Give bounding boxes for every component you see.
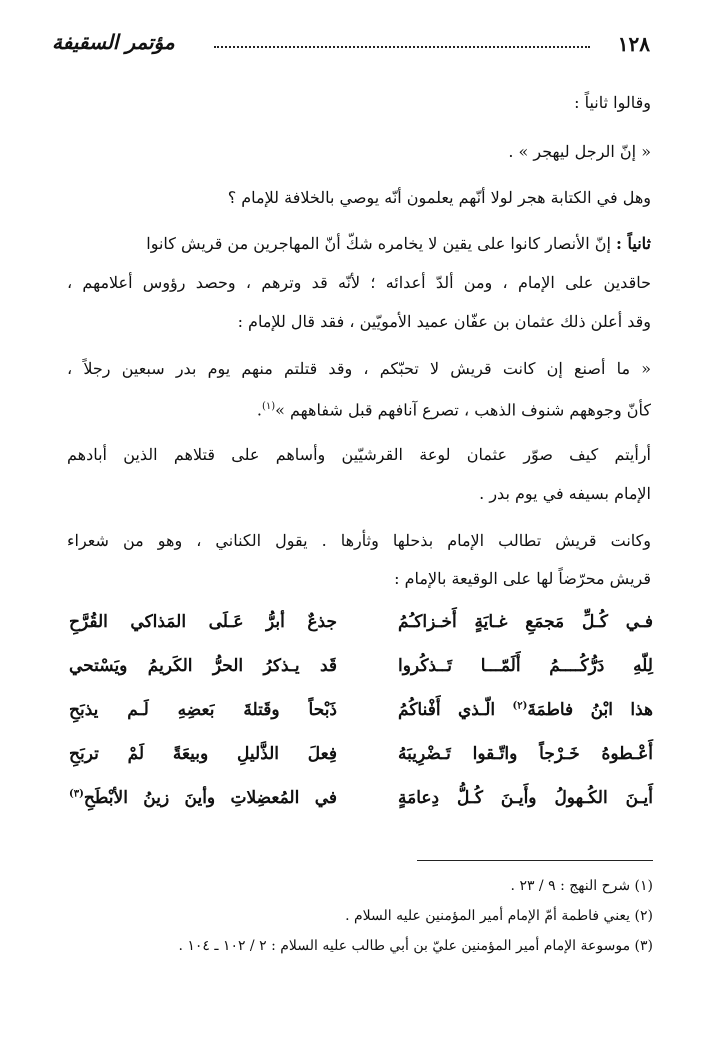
verse [69, 612, 653, 652]
paragraph-line: وقد أعلن ذلك عثمان بن عفّان عميد الأمويّين ، فقد قال للإمام : [237, 312, 651, 331]
paragraph-text: إنّ الأنصار كانوا على يقين لا يخامره شكّ أنّ المهاجرين من قريش كانوا [146, 234, 611, 253]
paragraph-line: أرأيتم كيف صوّر عثمان لوعة القرشيّين وأساهم على قتلاهم الذين أبادهم [67, 445, 652, 464]
page-header [52, 30, 652, 64]
hemistich-start: هذا ابْنُ فاطمَةَ [527, 700, 653, 720]
quote-line [257, 396, 651, 421]
paragraph-line: قريش محرّضاً لها على الوقيعة بالإمام : [394, 569, 651, 588]
hemistich-text: في المُعضِلاتِ وأينَ زينُ الأبْطَحِ [83, 788, 337, 808]
quote-text: كأنّ وجوههم شنوف الذهب ، تصرع آنافهم قبل شفاههم » [275, 400, 651, 420]
quote-end: . [256, 400, 262, 420]
footnote [345, 908, 653, 924]
paragraph-line [146, 233, 651, 255]
quote-line: « ما أصنع إن كانت قريش لا تحبّكم ، وقد قتلتم منهم يوم بدر سبعين رجلاً ، [67, 359, 651, 378]
second-hemistich: قَد يـذكرُ الحرُّ الكَريمُ ويَسْتحي [69, 656, 337, 676]
verse [69, 788, 653, 828]
verse [69, 656, 653, 696]
footnote-text: شرح النهج : ٩ / ٢٣ . [510, 878, 631, 894]
footnote-text: يعني فاطمة أمّ الإمام أمير المؤمنين عليه السلام . [345, 908, 631, 924]
first-hemistich: فـي كُـلِّ مَجمَعِ غـايَةٍ أَخـزاكـُمُ [398, 612, 653, 632]
second-hemistich [69, 788, 337, 808]
footnote [511, 878, 653, 894]
footnote-separator [417, 860, 653, 861]
second-hemistich: ذَبْحاً وقَتلةَ بَعضِهِ لَـم يذبَحِ [69, 700, 337, 720]
verse [69, 744, 653, 784]
footnote-number: (١) [634, 878, 653, 894]
paragraph-label: ثانياً : [616, 234, 651, 253]
hemistich-end: الّـذي أَفْناكُمُ [398, 700, 513, 720]
first-hemistich: أَعْـطوهُ خَـرْجاً واتّـقوا تَـضْرِيبَهُ [398, 744, 653, 764]
footnote-ref: (١) [261, 401, 276, 412]
verse [69, 700, 653, 740]
second-hemistich: فِعلَ الذَّليلِ وبيعَةً لَمْ تربَحِ [69, 744, 337, 764]
paragraph-line: حاقدين على الإمام ، ومن ألدّ أعدائه ؛ لأنّه قد وترهم ، وحصد رؤوس أعلامهم ، [67, 273, 651, 292]
first-hemistich [398, 700, 653, 720]
footnote-text: موسوعة الإمام أمير المؤمنين عليّ بن أبي طالب عليه السلام : ٢ / ١٠٢ ـ ١٠٤ . [178, 938, 631, 954]
footnote-number: (٣) [634, 938, 653, 954]
page-number: ١٢٨ [617, 32, 650, 56]
footnote-ref: (٣) [69, 788, 84, 800]
text-line: وقالوا ثانياً : [574, 93, 651, 112]
first-hemistich: أَيـنَ الكُـهولُ وأَيـنَ كُـلُّ دِعامَةٍ [398, 788, 653, 808]
running-title: مؤتمر السقيفة [52, 30, 175, 54]
first-hemistich: لِلّهِ دَرُّكُــــمُ أَلَمّـــا تَــذكُروا [398, 656, 653, 676]
header-dotted-leader [214, 46, 590, 48]
second-hemistich: جذعٌ أبرُّ عَـلَى المَذاكي القُرَّحِ [69, 612, 337, 632]
footnote-number: (٢) [634, 908, 653, 924]
text-line: « إنّ الرجل ليهجر » . [508, 142, 651, 161]
paragraph-line: وكانت قريش تطالب الإمام بذحلها وثأرها . يقول الكناني ، وهو من شعراء [67, 531, 651, 550]
text-line: وهل في الكتابة هجر لولا أنّهم يعلمون أنّه يوصي بالخلافة للإمام ؟ [227, 188, 651, 207]
paragraph-line: الإمام بسيفه في يوم بدر . [479, 484, 651, 503]
footnote [178, 938, 653, 954]
footnote-ref: (٢) [512, 700, 528, 712]
